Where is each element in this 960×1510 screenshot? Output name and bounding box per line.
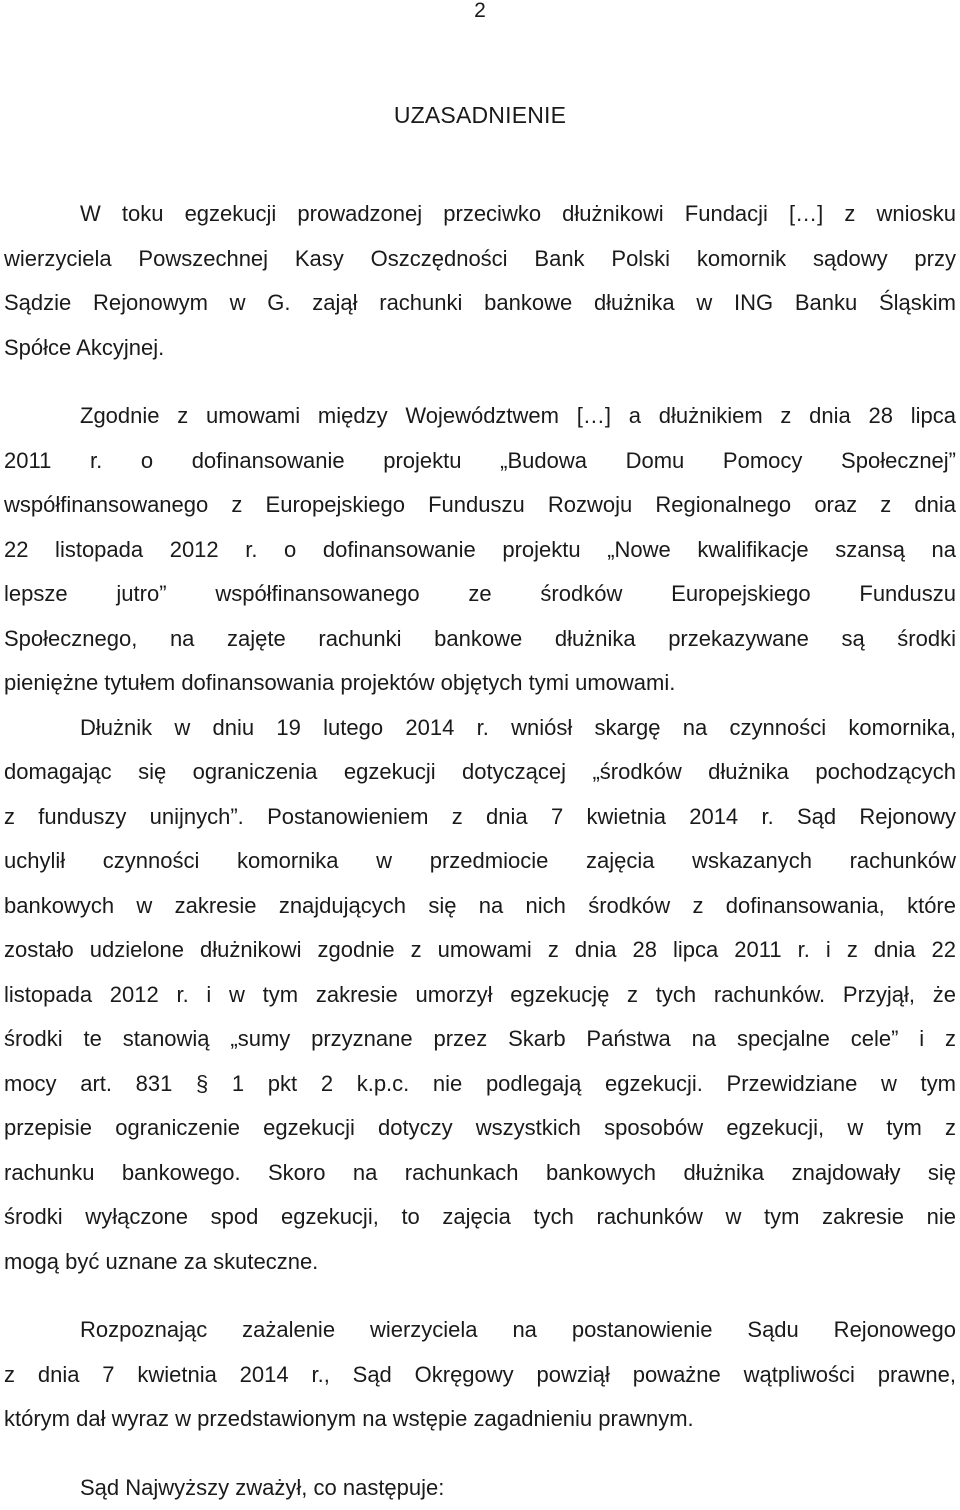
text-line: Sądzie Rejonowym w G. zajął rachunki bankowe dłużnika w ING Banku Śląskim [4,281,956,326]
text-line: Rozpoznając zażalenie wierzyciela na postanowienie Sądu Rejonowego [4,1308,956,1353]
paragraph-2 [4,394,956,706]
paragraph-5 [4,1466,956,1510]
text-line: zostało udzielone dłużnikowi zgodnie z umowami z dnia 28 lipca 2011 r. i z dnia 22 [4,928,956,973]
paragraph-gap [4,1284,956,1308]
text-line: Społecznego, na zajęte rachunki bankowe dłużnika przekazywane są środki [4,617,956,662]
paragraph-3 [4,706,956,1285]
text-line: rachunku bankowego. Skoro na rachunkach bankowych dłużnika znajdowały się [4,1151,956,1196]
page-number: 2 [0,0,960,24]
text-line: z funduszy unijnych”. Postanowieniem z dnia 7 kwietnia 2014 r. Sąd Rejonowy [4,795,956,840]
text-line: współfinansowanego z Europejskiego Funduszu Rozwoju Regionalnego oraz z dnia [4,483,956,528]
document-body [4,192,956,1510]
text-line: mocy art. 831 § 1 pkt 2 k.p.c. nie podlegają egzekucji. Przewidziane w tym [4,1062,956,1107]
text-line: Sąd Najwyższy zważył, co następuje: [4,1466,956,1510]
paragraph-gap [4,1442,956,1466]
text-line: z dnia 7 kwietnia 2014 r., Sąd Okręgowy powziął poważne wątpliwości prawne, [4,1353,956,1398]
text-line: uchylił czynności komornika w przedmiocie zajęcia wskazanych rachunków [4,839,956,884]
text-line: pieniężne tytułem dofinansowania projektów objętych tymi umowami. [4,661,956,706]
text-line: mogą być uznane za skuteczne. [4,1240,956,1285]
text-line: przepisie ograniczenie egzekucji dotyczy wszystkich sposobów egzekucji, w tym z [4,1106,956,1151]
text-line: którym dał wyraz w przedstawionym na wstępie zagadnieniu prawnym. [4,1397,956,1442]
text-line: W toku egzekucji prowadzonej przeciwko dłużnikowi Fundacji […] z wniosku [4,192,956,237]
section-heading: UZASADNIENIE [0,100,960,130]
text-line: bankowych w zakresie znajdujących się na nich środków z dofinansowania, które [4,884,956,929]
text-line: Zgodnie z umowami między Województwem […] a dłużnikiem z dnia 28 lipca [4,394,956,439]
text-line: 22 listopada 2012 r. o dofinansowanie projektu „Nowe kwalifikacje szansą na [4,528,956,573]
paragraph-4 [4,1308,956,1442]
text-line: Spółce Akcyjnej. [4,326,956,371]
text-line: domagając się ograniczenia egzekucji dotyczącej „środków dłużnika pochodzących [4,750,956,795]
text-line: 2011 r. o dofinansowanie projektu „Budowa Domu Pomocy Społecznej” [4,439,956,484]
text-line: lepsze jutro” współfinansowanego ze środków Europejskiego Funduszu [4,572,956,617]
text-line: środki wyłączone spod egzekucji, to zajęcia tych rachunków w tym zakresie nie [4,1195,956,1240]
text-line: wierzyciela Powszechnej Kasy Oszczędności Bank Polski komornik sądowy przy [4,237,956,282]
text-line: środki te stanowią „sumy przyznane przez Skarb Państwa na specjalne cele” i z [4,1017,956,1062]
text-line: listopada 2012 r. i w tym zakresie umorzył egzekucję z tych rachunków. Przyjął, że [4,973,956,1018]
text-line: Dłużnik w dniu 19 lutego 2014 r. wniósł skargę na czynności komornika, [4,706,956,751]
paragraph-gap [4,370,956,394]
paragraph-1 [4,192,956,370]
